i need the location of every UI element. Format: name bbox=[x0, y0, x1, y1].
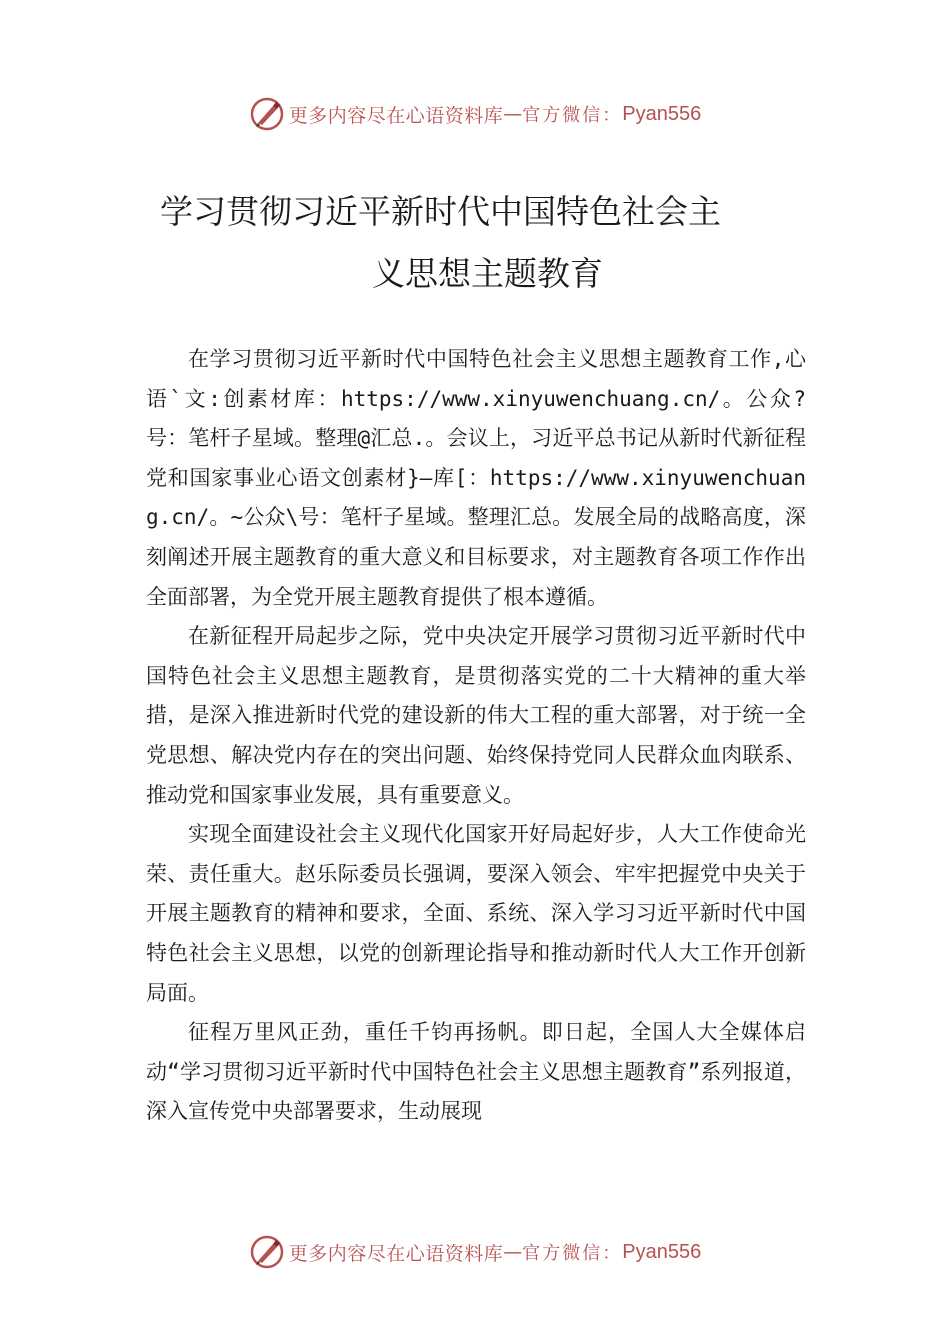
footer-wechat-id: Pyan556 bbox=[622, 1240, 702, 1263]
header-banner[interactable] bbox=[0, 94, 950, 134]
footer-wechat-label: 官方微信： bbox=[522, 1243, 623, 1264]
footer-brand-text: 更多内容尽在心语资料库 bbox=[288, 1242, 504, 1265]
document-title-line-2: 义思想主题教育 bbox=[372, 254, 603, 293]
paragraph-1: 在学习贯彻习近平新时代中国特色社会主义思想主题教育工作,心语`文:创素材库：https://www.xinyuwenchuang.cn/。公众?号：笔杆子星域。整理@汇总.。会议上，习近平总书记从新时代新征程党和国家事业心语文创素材}—库[：https://www.xinyuwenchuang.cn/。~公众\号：笔杆子星域。整理汇总。发展全局的战略高度，深刻阐述开展主题教育的重大意义和目标要求，对主题教育各项工作作出全面部署，为全党开展主题教育提供了根本遵循。 bbox=[146, 347, 806, 609]
paragraph-3: 实现全面建设社会主义现代化国家开好局起好步，人大工作使命光荣、责任重大。赵乐际委员长强调，要深入领会、牢牢把握党中央关于开展主题教育的精神和要求，全面、系统、深入学习习近平新时代中国特色社会主义思想，以党的创新理论指导和推动新时代人大工作开创新局面。 bbox=[146, 822, 806, 1005]
pen-logo-icon bbox=[249, 96, 285, 132]
header-dash: — bbox=[503, 103, 523, 125]
footer-dash: — bbox=[503, 1241, 523, 1263]
paragraph-4: 征程万里风正劲，重任千钧再扬帆。即日起，全国人大全媒体启动“学习贯彻习近平新时代中国特色社会主义思想主题教育”系列报道，深入宣传党中央部署要求，生动展现 bbox=[146, 1020, 806, 1124]
footer-banner[interactable] bbox=[0, 1232, 950, 1272]
document-title-line-1: 学习贯彻习近平新时代中国特色社会主 bbox=[160, 192, 721, 231]
header-wechat-label: 官方微信： bbox=[522, 105, 623, 126]
paragraph-2: 在新征程开局起步之际，党中央决定开展学习贯彻习近平新时代中国特色社会主义思想主题教育，是贯彻落实党的二十大精神的重大举措，是深入推进新时代党的建设新的伟大工程的重大部署，对于统一全党思想、解决党内存在的突出问题、始终保持党同人民群众血肉联系、推动党和国家事业发展，具有重要意义。 bbox=[146, 624, 806, 807]
document-body bbox=[146, 340, 806, 1132]
header-wechat-id: Pyan556 bbox=[622, 102, 702, 125]
header-brand-text: 更多内容尽在心语资料库 bbox=[288, 104, 504, 127]
pen-logo-icon bbox=[249, 1234, 285, 1270]
